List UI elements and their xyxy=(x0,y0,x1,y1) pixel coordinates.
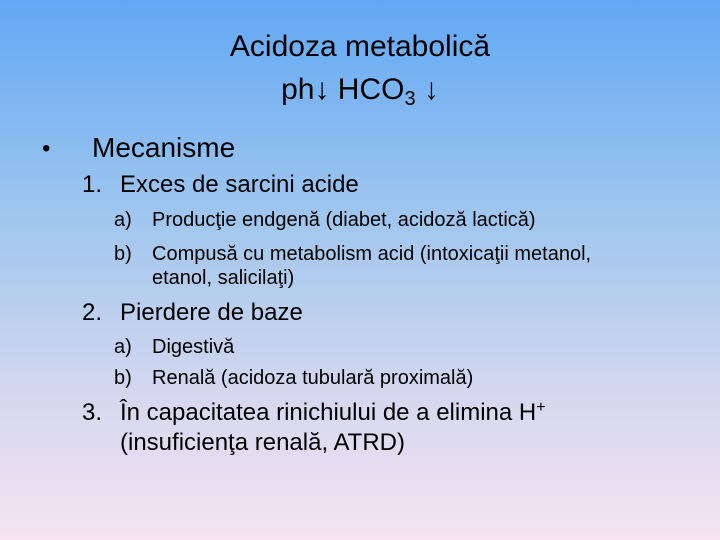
sub-item-2b xyxy=(114,366,704,390)
list-number: 1. xyxy=(82,171,103,198)
slide-title-line1: Acidoza metabolică xyxy=(229,30,491,63)
list-item-text-main: În capacitatea rinichiului de a elimina H xyxy=(120,399,537,426)
ph-label: ph xyxy=(281,73,315,106)
sub-item-text: Digestivă xyxy=(152,336,235,358)
hco-subscript: 3 xyxy=(404,88,416,110)
sub-item-1b xyxy=(114,242,704,290)
sub-item-2a xyxy=(114,335,704,359)
arrow-down-icon: ↓ xyxy=(314,73,330,106)
list-number: 3. xyxy=(82,399,103,426)
sub-item-text: Compusă cu metabolism acid (intoxicaţii metanol, xyxy=(152,243,592,265)
slide-title-line2 xyxy=(0,73,720,110)
sub-letter: a) xyxy=(114,336,132,358)
sub-item-text-cont: etanol, salicilaţi) xyxy=(152,267,295,289)
sub-item-1a xyxy=(114,208,704,232)
sub-letter: b) xyxy=(114,243,132,265)
list-item-text: Exces de sarcini acide xyxy=(120,171,359,198)
sub-item-text: Producţie endgenă (diabet, acidoză lactică) xyxy=(152,209,536,231)
section-heading: Mecanisme xyxy=(92,132,236,163)
hco-label: HCO xyxy=(337,73,405,106)
list-item-text: Pierdere de baze xyxy=(120,299,303,326)
list-item-text-cont: (insuficienţa renală, ATRD) xyxy=(120,429,405,456)
plus-superscript: + xyxy=(536,399,546,416)
list-item-3 xyxy=(82,399,702,457)
sub-letter: b) xyxy=(114,367,132,389)
sub-item-text: Renală (acidoza tubulară proximală) xyxy=(152,367,474,389)
list-item-2 xyxy=(82,299,642,327)
bullet-icon: • xyxy=(42,135,51,162)
list-item-text xyxy=(120,399,546,427)
list-number: 2. xyxy=(82,299,103,326)
sub-letter: a) xyxy=(114,209,132,231)
arrow-down-icon: ↓ xyxy=(423,73,439,106)
